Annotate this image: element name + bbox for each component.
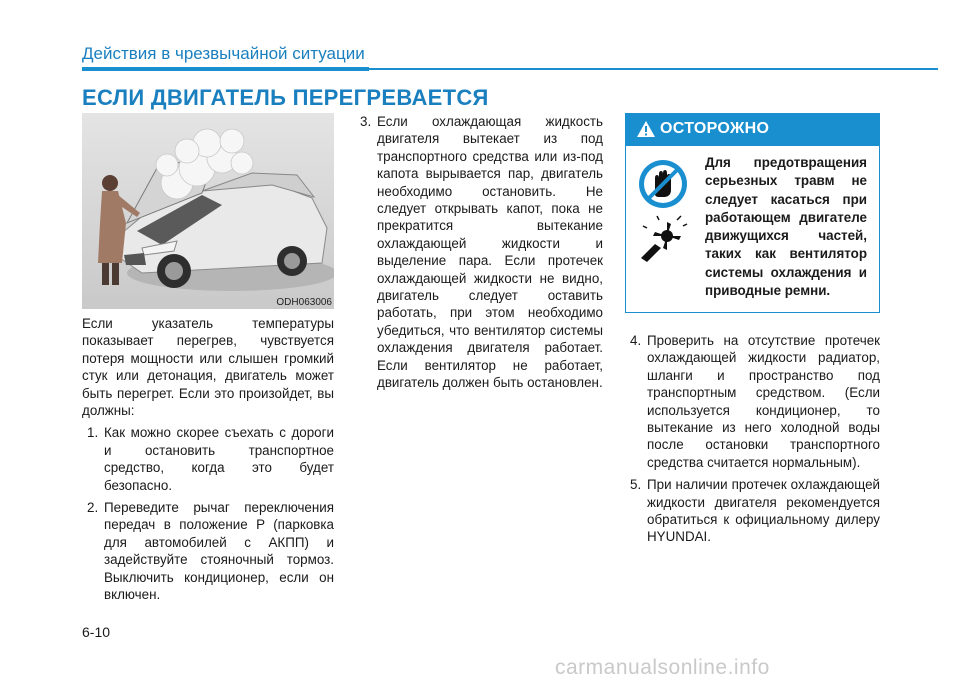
step-text: Переведите рычаг переключения передач в положение P (парковка для автомобилей с АКПП) и задействуйте стояночный тормоз. Выключить кондиционер, если он включен.	[104, 500, 334, 603]
step-number: 4.	[630, 333, 642, 348]
figure-code: ODH063006	[276, 297, 332, 308]
list-item	[82, 499, 334, 603]
step-number: 3.	[360, 114, 372, 129]
fan-injury-icon	[637, 214, 689, 266]
header-rule-thick	[82, 67, 369, 71]
step-text: Проверить на отсутствие протечек охлаждающей жидкости радиатор, шланги и пространство под транспортным средством. (Если используется кондиционер, то вытекание из него холодной воды после остановки транспортного средства считается нормальным).	[647, 333, 880, 470]
list-item	[355, 113, 603, 392]
warning-text: Для предотвращения серьезных травм не следует касаться при работающем двигателе движущихся частей, таких как вентилятор системы охлаждения и приводные ремни.	[705, 155, 867, 299]
warning-triangle-icon	[636, 120, 656, 138]
list-item	[82, 424, 334, 494]
warning-title: ОСТОРОЖНО	[660, 120, 770, 137]
step-number: 1.	[87, 425, 99, 441]
page-number: 6-10	[82, 624, 111, 640]
intro-paragraph: Если указатель температуры показывает перегрев, чувствуется потеря мощности или слышен громкий стук или детонация, двигатель может быть перегрет. Если это произойдет, вы должны:	[82, 316, 334, 419]
section-title: Действия в чрезвычайной ситуации	[82, 44, 365, 63]
step-text: При наличии протечек охлаждающей жидкости двигателя рекомендуется обратиться к официальному дилеру HYUNDAI.	[647, 477, 880, 545]
header-rule-thin	[369, 68, 938, 70]
step-text: Как можно скорее съехать с дороги и остановить транспортное средство, когда это будет безопасно.	[104, 425, 334, 493]
warning-header	[626, 114, 879, 146]
list-item	[625, 332, 880, 471]
watermark: carmanualsonline.info	[555, 656, 770, 679]
main-title: ЕСЛИ ДВИГАТЕЛЬ ПЕРЕГРЕВАЕТСЯ	[82, 85, 489, 110]
engine-overheat-illustration	[82, 113, 334, 309]
step-text: Если охлаждающая жидкость двигателя вытекает из под транспортного средства или из-под капота вырывается пар, двигатель необходимо остановить. Не следует открывать капот, пока не прекратится вытекание охлаждающей жидкости и выделение пара. Если протечек охлаждающей жидкости не видно, двигатель следует оставить работать, при этом необходимо убедиться, что вентилятор системы охлаждения двигателя работает. Если вентилятор не работает, двигатель должен быть остановлен.	[377, 114, 603, 391]
step-number: 2.	[87, 500, 99, 516]
warning-box	[625, 113, 880, 313]
car-steam-illustration	[82, 113, 334, 309]
column-middle	[355, 113, 603, 392]
step-number: 5.	[630, 477, 642, 493]
column-right	[625, 332, 880, 546]
column-left	[82, 315, 334, 604]
stop-hand-icon	[637, 158, 689, 210]
list-item	[625, 476, 880, 546]
